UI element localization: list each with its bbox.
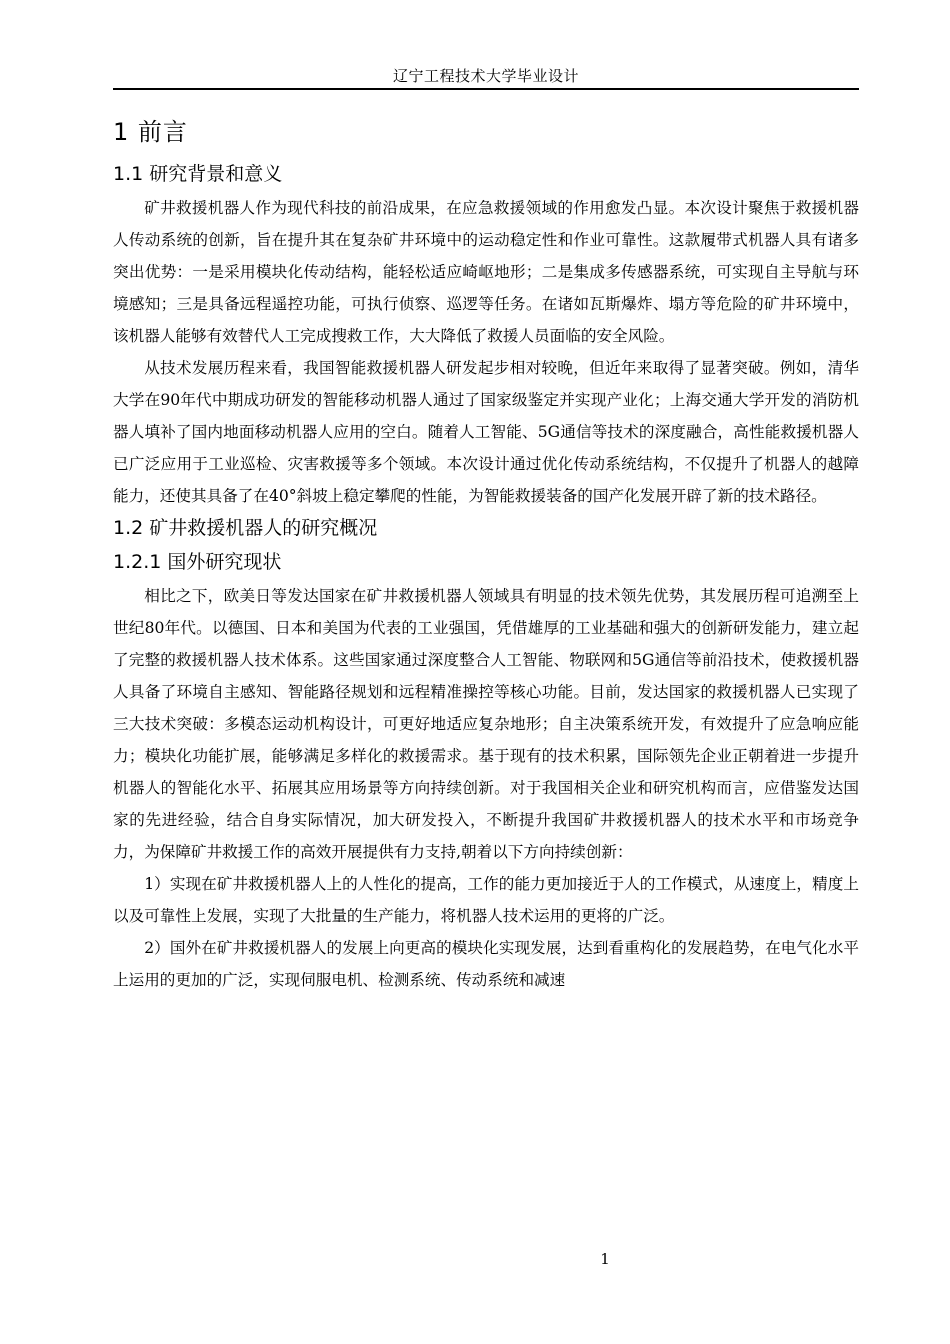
list-item-1: 1）实现在矿井救援机器人上的人性化的提高，工作的能力更加接近于人的工作模式，从速度上，精度上以及可靠性上发展，实现了大批量的生产能力，将机器人技术运用的更将的广泛。 xyxy=(113,875,859,925)
chapter-title: 1 前言 xyxy=(113,118,188,146)
section-heading-1-1: 1.1 研究背景和意义 xyxy=(113,163,283,185)
document-body xyxy=(113,112,859,996)
page-number: 1 xyxy=(600,1250,610,1268)
paragraph: 矿井救援机器人作为现代科技的前沿成果，在应急救援领域的作用愈发凸显。本次设计聚焦于救援机器人传动系统的创新，旨在提升其在复杂矿井环境中的运动稳定性和作业可靠性。这款履带式机器人具有诸多突出优势：一是采用模块化传动结构，能轻松适应崎岖地形；二是集成多传感器系统，可实现自主导航与环境感知；三是具备远程遥控功能，可执行侦察、巡逻等任务。在诸如瓦斯爆炸、塌方等危险的矿井环境中，该机器人能够有效替代人工完成搜救工作，大大降低了救援人员面临的安全风险。 xyxy=(113,199,859,345)
header-rule xyxy=(113,88,859,90)
paragraph: 从技术发展历程来看，我国智能救援机器人研发起步相对较晚，但近年来取得了显著突破。例如，清华大学在90年代中期成功研发的智能移动机器人通过了国家级鉴定并实现产业化；上海交通大学开发的消防机器人填补了国内地面移动机器人应用的空白。随着人工智能、5G通信等技术的深度融合，高性能救援机器人已广泛应用于工业巡检、灾害救援等多个领域。本次设计通过优化传动系统结构，不仅提升了机器人的越障能力，还使其具备了在40°斜坡上稳定攀爬的性能，为智能救援装备的国产化发展开辟了新的技术路径。 xyxy=(113,359,859,505)
section-heading-1-2: 1.2 矿井救援机器人的研究概况 xyxy=(113,517,378,539)
list-item-2: 2）国外在矿井救援机器人的发展上向更高的模块化实现发展，达到看重构化的发展趋势，在电气化水平上运用的更加的广泛，实现伺服电机、检测系统、传动系统和减速 xyxy=(113,939,859,989)
page-header: 辽宁工程技术大学毕业设计 xyxy=(392,67,579,85)
subsection-heading-1-2-1: 1.2.1 国外研究现状 xyxy=(113,551,282,573)
paragraph: 相比之下，欧美日等发达国家在矿井救援机器人领域具有明显的技术领先优势，其发展历程可追溯至上世纪80年代。以德国、日本和美国为代表的工业强国，凭借雄厚的工业基础和强大的创新研发能力，建立起了完整的救援机器人技术体系。这些国家通过深度整合人工智能、物联网和5G通信等前沿技术，使救援机器人具备了环境自主感知、智能路径规划和远程精准操控等核心功能。目前，发达国家的救援机器人已实现了三大技术突破：多模态运动机构设计，可更好地适应复杂地形；自主决策系统开发，有效提升了应急响应能力；模块化功能扩展，能够满足多样化的救援需求。基于现有的技术积累，国际领先企业正朝着进一步提升机器人的智能化水平、拓展其应用场景等方向持续创新。对于我国相关企业和研究机构而言，应借鉴发达国家的先进经验，结合自身实际情况，加大研发投入，不断提升我国矿井救援机器人的技术水平和市场竞争力，为保障矿井救援工作的高效开展提供有力支持,朝着以下方向持续创新： xyxy=(113,587,859,861)
